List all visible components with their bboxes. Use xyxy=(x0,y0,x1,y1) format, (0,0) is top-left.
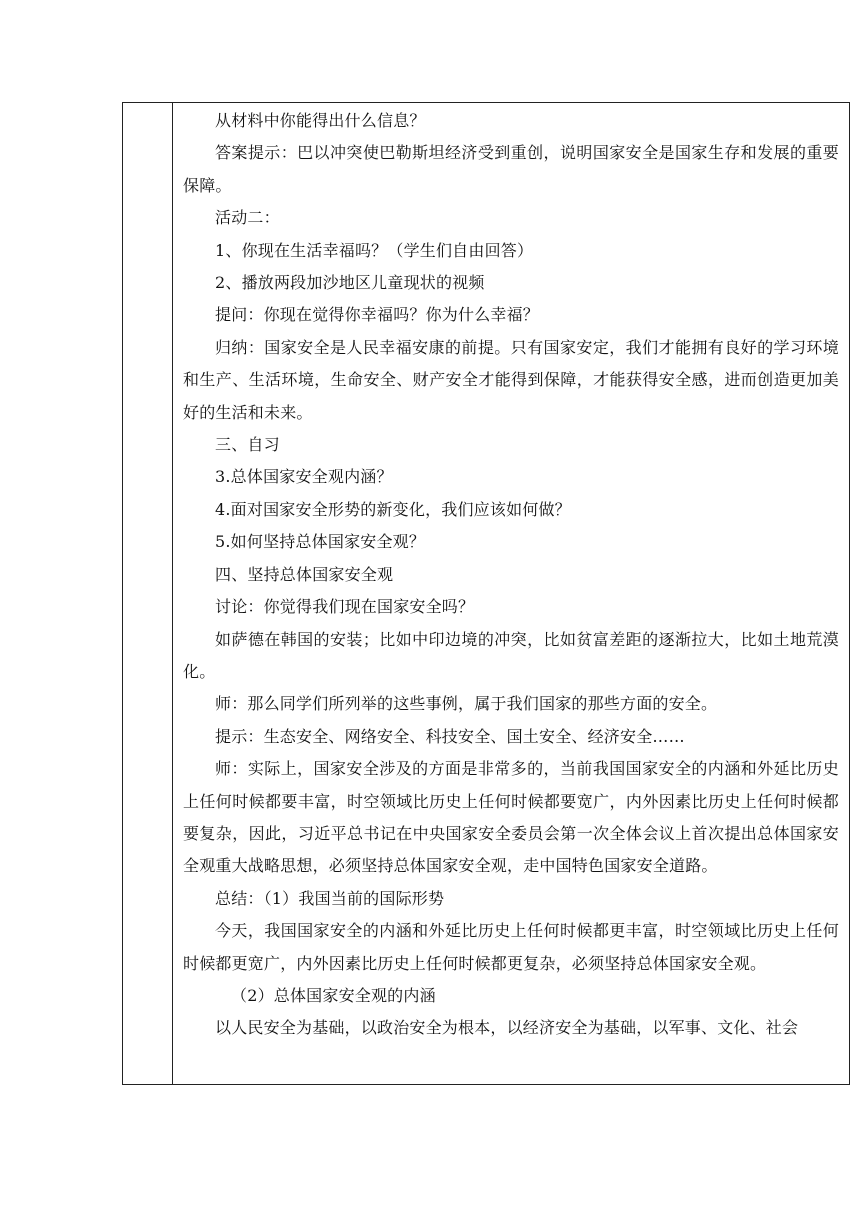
summary-paragraph: 归纳：国家安全是人民幸福安康的前提。只有国家安定，我们才能拥有良好的学习环境和生产、生活环境，生命安全、财产安全才能得到保障，才能获得安全感，进而创造更加美好的生活和未来。 xyxy=(183,337,839,422)
teacher-explanation-paragraph: 师：实际上，国家安全涉及的方面是非常多的，当前我国国家安全的内涵和外延比历史上任何时候都要丰富，时空领域比历史上任何时候都要宽广，内外因素比历史上任何时候都要复杂，因此，习近平总书记在中央国家安全委员会第一次全体会议上首次提出总体国家安全观重大战略思想，必须坚持总体国家安全观，走中国特色国家安全道路。 xyxy=(183,759,839,876)
self-study-item-5: 5.如何坚持总体国家安全观？ xyxy=(215,532,426,552)
self-study-item-3: 3.总体国家安全观内涵？ xyxy=(215,467,393,487)
teacher-question-paragraph: 师：那么同学们所列举的这些事例，属于我们国家的那些方面的安全。 xyxy=(215,694,718,714)
conclusion-text-2: 以人民安全为基础，以政治安全为根本，以经济安全为基础，以军事、文化、社会 xyxy=(215,1018,799,1038)
question-paragraph: 从材料中你能得出什么信息？ xyxy=(215,111,426,130)
conclusion-heading-1: 总结：（1）我国当前的国际形势 xyxy=(215,888,445,908)
hint-paragraph: 提示：生态安全、网络安全、科技安全、国土安全、经济安全…… xyxy=(215,726,685,746)
question-paragraph-2: 提问：你现在觉得你幸福吗？你为什么幸福？ xyxy=(215,305,540,325)
section-heading-self-study: 三、自习 xyxy=(215,435,280,455)
content-cell xyxy=(175,103,849,1084)
conclusion-heading-2: （2）总体国家安全观的内涵 xyxy=(231,985,436,1005)
examples-paragraph: 如萨德在韩国的安装；比如中印边境的冲突，比如贫富差距的逐渐拉大，比如土地荒漠化。 xyxy=(183,629,839,681)
section-heading-security-concept: 四、坚持总体国家安全观 xyxy=(215,564,394,584)
lesson-table xyxy=(122,102,850,1085)
left-column-cell xyxy=(123,103,173,1084)
discussion-paragraph: 讨论：你觉得我们现在国家安全吗？ xyxy=(215,597,475,617)
answer-hint-paragraph: 答案提示：巴以冲突使巴勒斯坦经济受到重创，说明国家安全是国家生存和发展的重要保障。 xyxy=(183,143,839,195)
self-study-item-4: 4.面对国家安全形势的新变化，我们应该如何做？ xyxy=(215,499,571,519)
activity-two-heading: 活动二： xyxy=(215,208,280,228)
conclusion-text-1: 今天，我国国家安全的内涵和外延比历史上任何时候都更丰富，时空领域比历史上任何时候都更宽广，内外因素比历史上任何时候都更复杂，必须坚持总体国家安全观。 xyxy=(183,921,839,973)
activity-item-1: 1、你现在生活幸福吗？（学生们自由回答） xyxy=(215,240,534,260)
activity-item-2: 2、播放两段加沙地区儿童现状的视频 xyxy=(215,273,485,293)
